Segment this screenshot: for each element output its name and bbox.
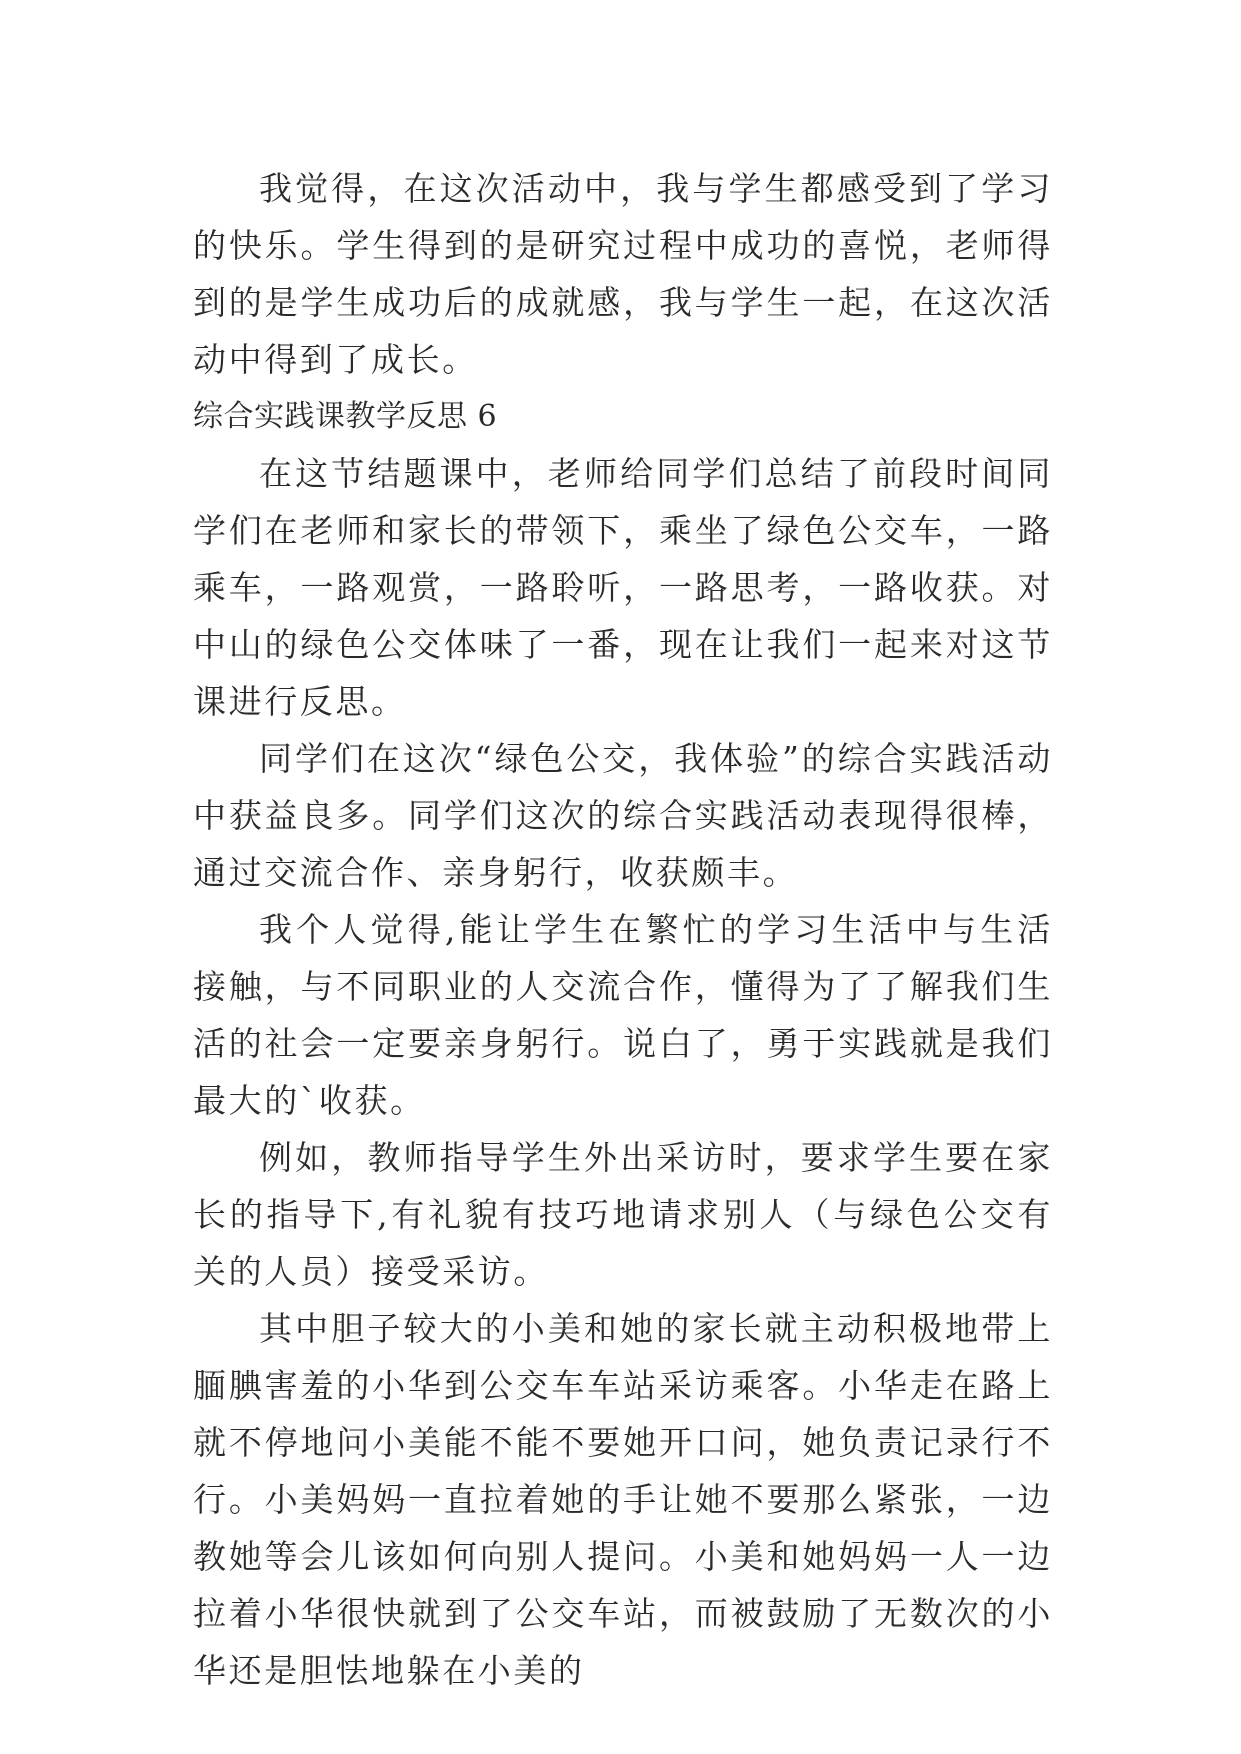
paragraph: 例如，教师指导学生外出采访时，要求学生要在家长的指导下,有礼貌有技巧地请求别人（与绿色公交有关的人员）接受采访。 — [193, 1138, 1053, 1291]
paragraph: 同学们在这次“绿色公交，我体验”的综合实践活动中获益良多。同学们这次的综合实践活动表现得很棒，通过交流合作、亲身躬行，收获颇丰。 — [193, 739, 1053, 892]
section-heading: 综合实践课教学反思 6 — [193, 399, 498, 434]
paragraph: 在这节结题课中，老师给同学们总结了前段时间同学们在老师和家长的带领下，乘坐了绿色公交车，一路乘车，一路观赏，一路聆听，一路思考，一路收获。对中山的绿色公交体味了一番，现在让我们一起来对这节课进行反思。 — [193, 454, 1053, 721]
paragraph: 其中胆子较大的小美和她的家长就主动积极地带上腼腆害羞的小华到公交车车站采访乘客。小华走在路上就不停地问小美能不能不要她开口问，她负责记录行不行。小美妈妈一直拉着她的手让她不要那么紧张，一边教她等会儿该如何向别人提问。小美和她妈妈一人一边拉着小华很快就到了公交车站，而被鼓励了无数次的小华还是胆怯地躲在小美的 — [193, 1309, 1053, 1690]
document-body — [193, 160, 1053, 1699]
paragraph: 我个人觉得,能让学生在繁忙的学习生活中与生活接触，与不同职业的人交流合作，懂得为了了解我们生活的社会一定要亲身躬行。说白了，勇于实践就是我们最大的`收获。 — [193, 910, 1053, 1120]
paragraph: 我觉得，在这次活动中，我与学生都感受到了学习的快乐。学生得到的是研究过程中成功的喜悦，老师得到的是学生成功后的成就感，我与学生一起，在这次活动中得到了成长。 — [193, 169, 1053, 379]
